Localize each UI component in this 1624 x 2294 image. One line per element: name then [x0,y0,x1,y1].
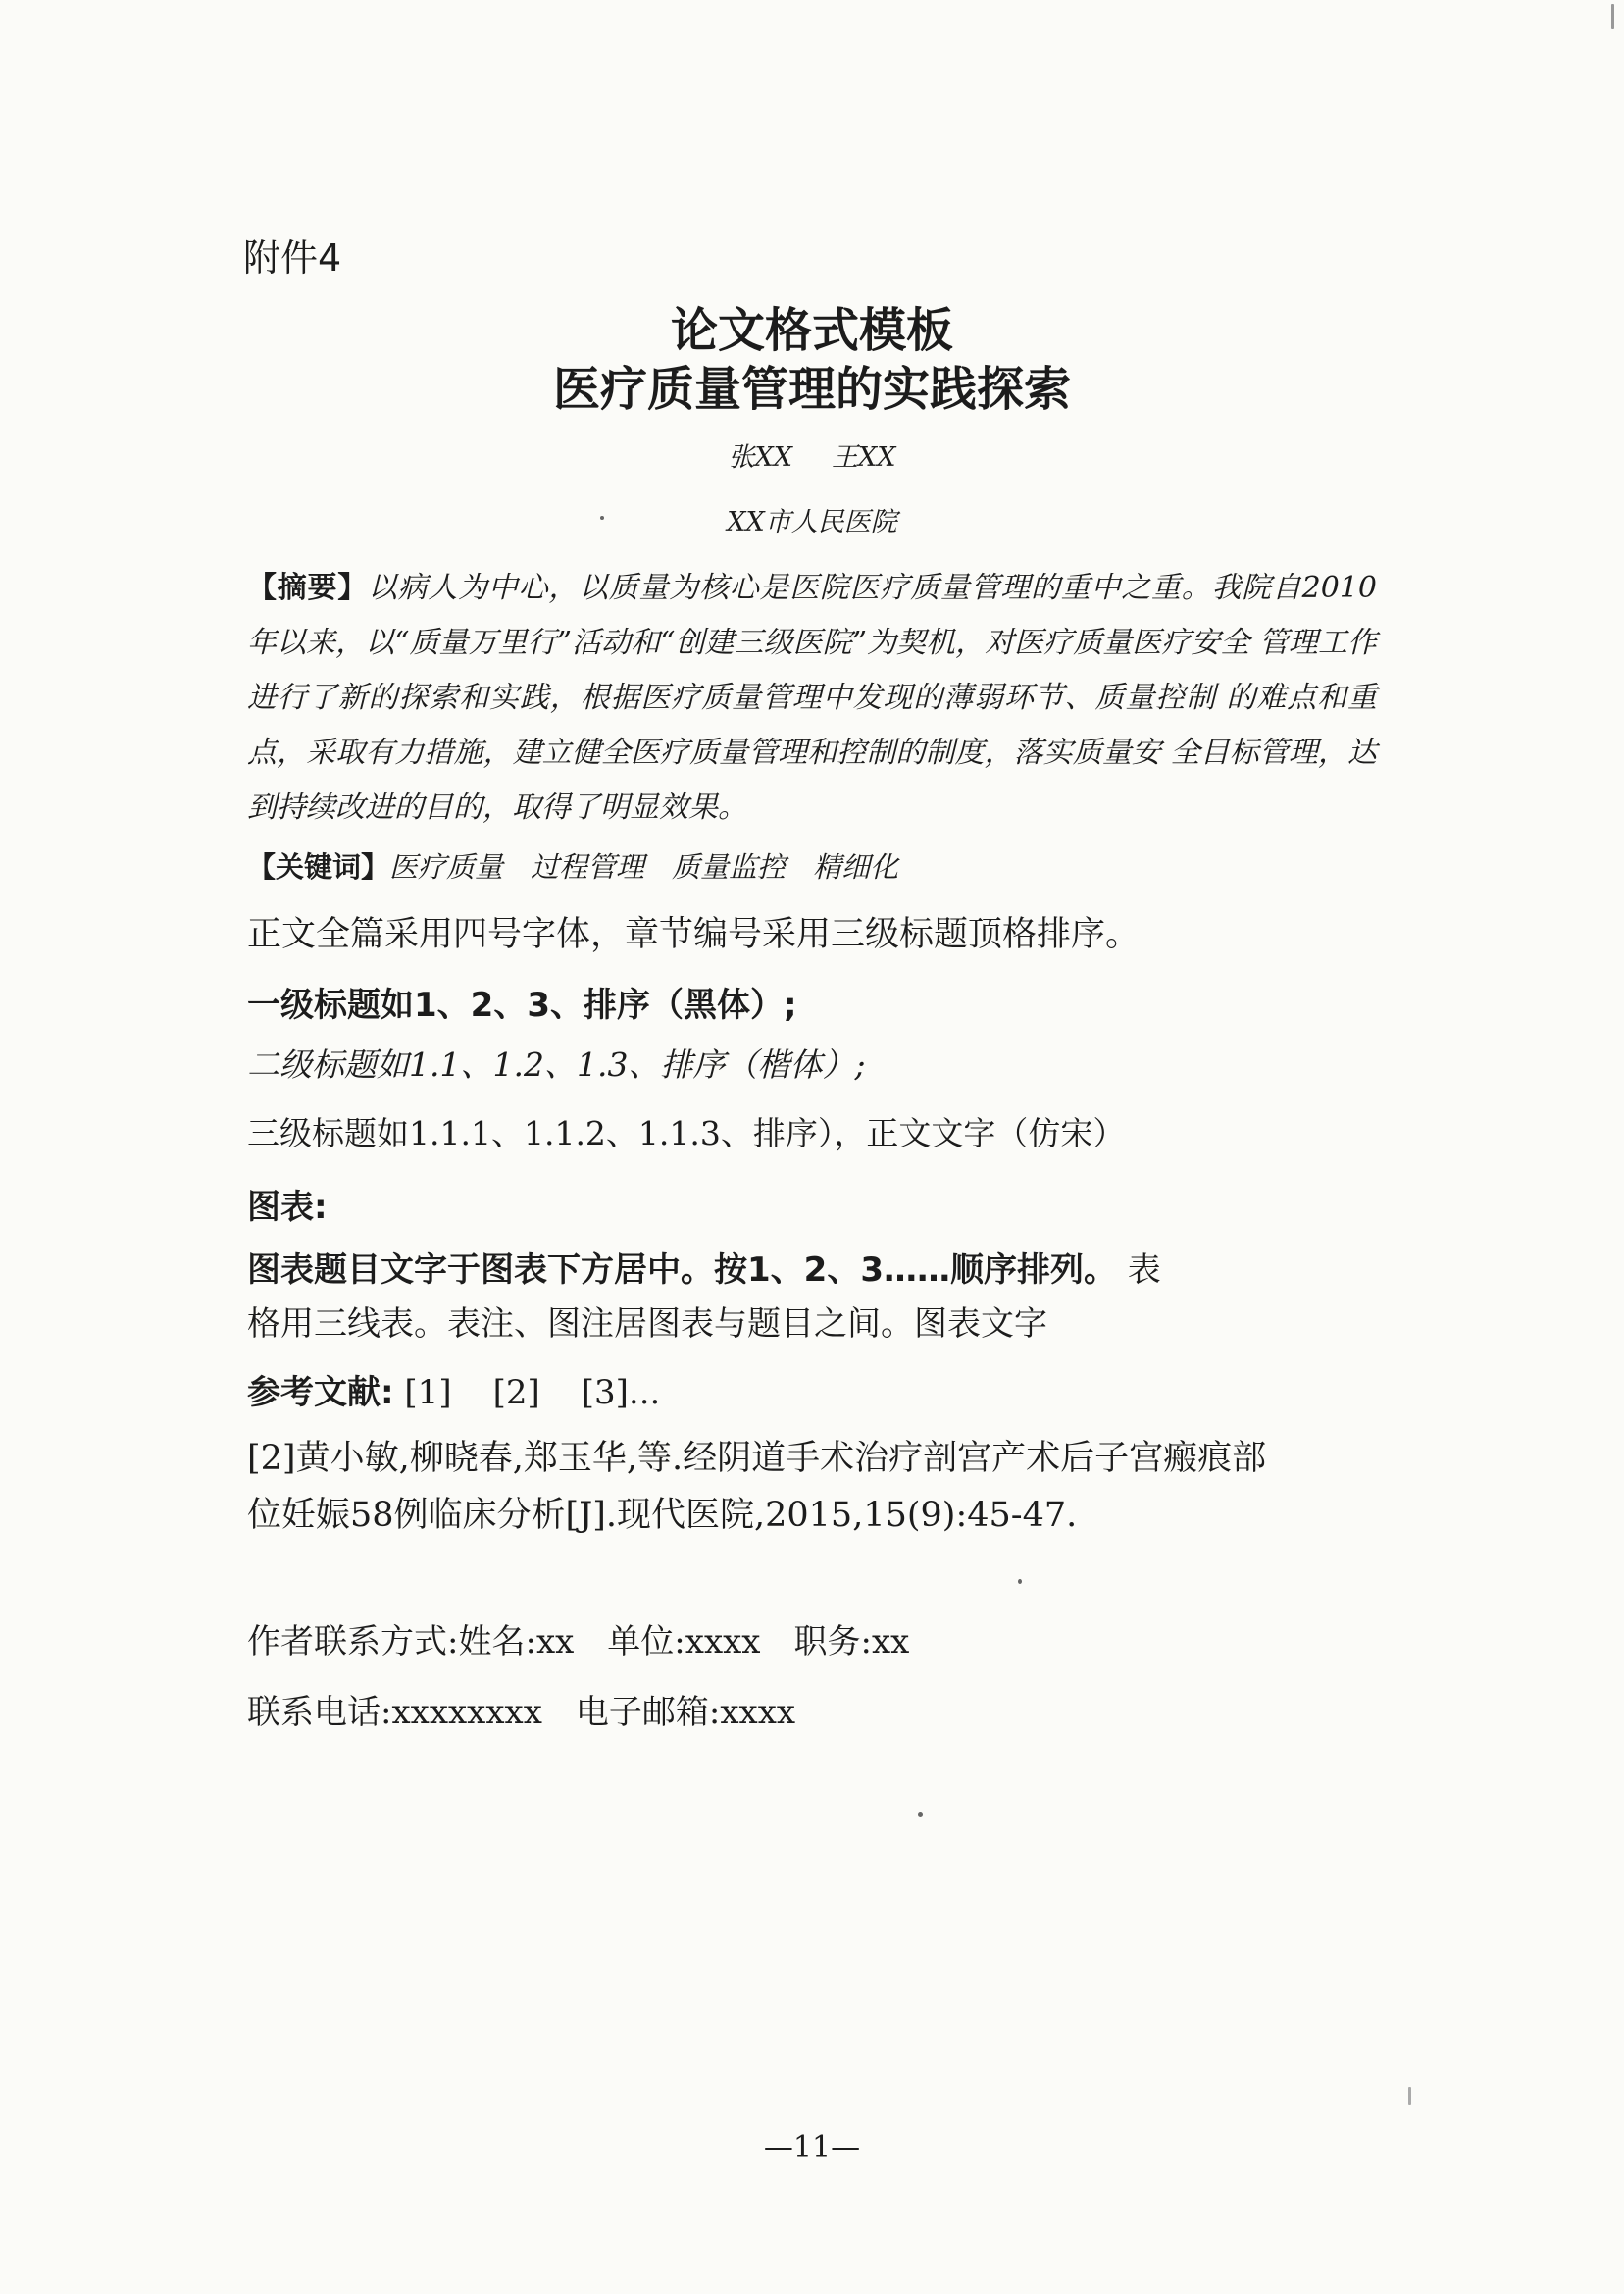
paper-title: 医疗质量管理的实践探索 [552,362,1071,417]
keywords [247,845,1377,886]
reference-placeholder: [1] [404,1373,452,1412]
figures-rule-bold: 图表题目文字于图表下方居中。按1、2、3……顺序排列。 [247,1250,1117,1290]
heading-level2-rule: 二级标题如1.1、1.2、1.3、排序（楷体）; [247,1045,866,1084]
name-label: 姓名: [458,1622,536,1661]
name-value: xx [535,1622,575,1661]
author-name: 王XX [832,442,896,473]
body-font-rule: 正文全篇采用四号字体，章节编号采用三级标题顶格排序。 [247,915,1141,954]
unit-label: 单位: [607,1622,685,1661]
job-title-label: 职务: [793,1622,872,1661]
scan-speck [1408,2087,1411,2105]
scan-speck [1018,1579,1022,1584]
reference-placeholder: [3]... [581,1373,661,1412]
abstract-tag: 【摘要】 [247,571,368,605]
scan-speck [918,1812,923,1817]
figures-rule-tail: 表 [1116,1250,1161,1290]
affiliation: XX市人民医院 [727,507,897,537]
attachment-label: 附件4 [243,236,342,280]
page-number: —11— [763,2130,861,2165]
abstract-text: 以病人为中心，以质量为核心是医院医疗质量管理的重中之重。我院自2010 年以来，以“质量万里行”活动和“创建三级医院”为契机，对医疗质量医疗安全 管理工作进行了新的探索和实践，根据医疗质量管理中发现的薄弱环节、质量控制 的难点和重点，采取有力措施，建立健全医疗质量管理和控制的制度，落实质量安 全目标管理，达到持续改进的目的，取得了明显效果。 [247,571,1377,825]
heading-level1-rule: 一级标题如1、2、3、排序（黑体）; [247,986,797,1025]
abstract [247,561,1377,836]
reference-placeholder: [2] [492,1373,540,1412]
keyword: 医疗质量 [389,850,504,884]
keywords-tag: 【关键词】 [247,850,390,884]
author-name: 张XX [728,442,792,473]
references-tag: 参考文献: [247,1373,394,1412]
email-label: 电子邮箱: [575,1693,721,1732]
contact-line [247,1614,1377,1662]
document-title: 论文格式模板 [670,303,953,358]
unit-value: xxxx [685,1622,761,1661]
reference-example-line1: [2]黄小敏,柳晓春,郑玉华,等.经阴道手术治疗剖宫产术后子宫瘢痕部 [247,1439,1267,1478]
scan-speck [1611,4,1614,29]
figures-label: 图表: [247,1188,328,1227]
keyword: 过程管理 [531,850,645,884]
keyword: 精细化 [813,850,899,884]
references [247,1365,1377,1413]
scan-speck [600,516,604,520]
job-title-value: xx [871,1622,910,1661]
phone-value: xxxxxxxx [391,1693,542,1732]
figures-rule [247,1244,1377,1351]
email-value: xxxx [720,1693,796,1732]
heading-level3-rule: 三级标题如1.1.1、1.1.2、1.1.3、排序），正文文字（仿宋） [247,1114,1126,1152]
reference-example [247,1430,1377,1544]
figures-rule-line2: 格用三线表。表注、图注居图表与题目之间。图表文字 [247,1304,1047,1344]
contact-line [247,1685,1377,1733]
contact-label: 作者联系方式: [247,1622,459,1661]
reference-example-line2: 位妊娠58例临床分析[J].现代医院,2015,15(9):45-47. [247,1496,1078,1535]
phone-label: 联系电话: [247,1693,392,1732]
authors [0,435,1624,474]
keyword: 质量监控 [672,850,787,884]
